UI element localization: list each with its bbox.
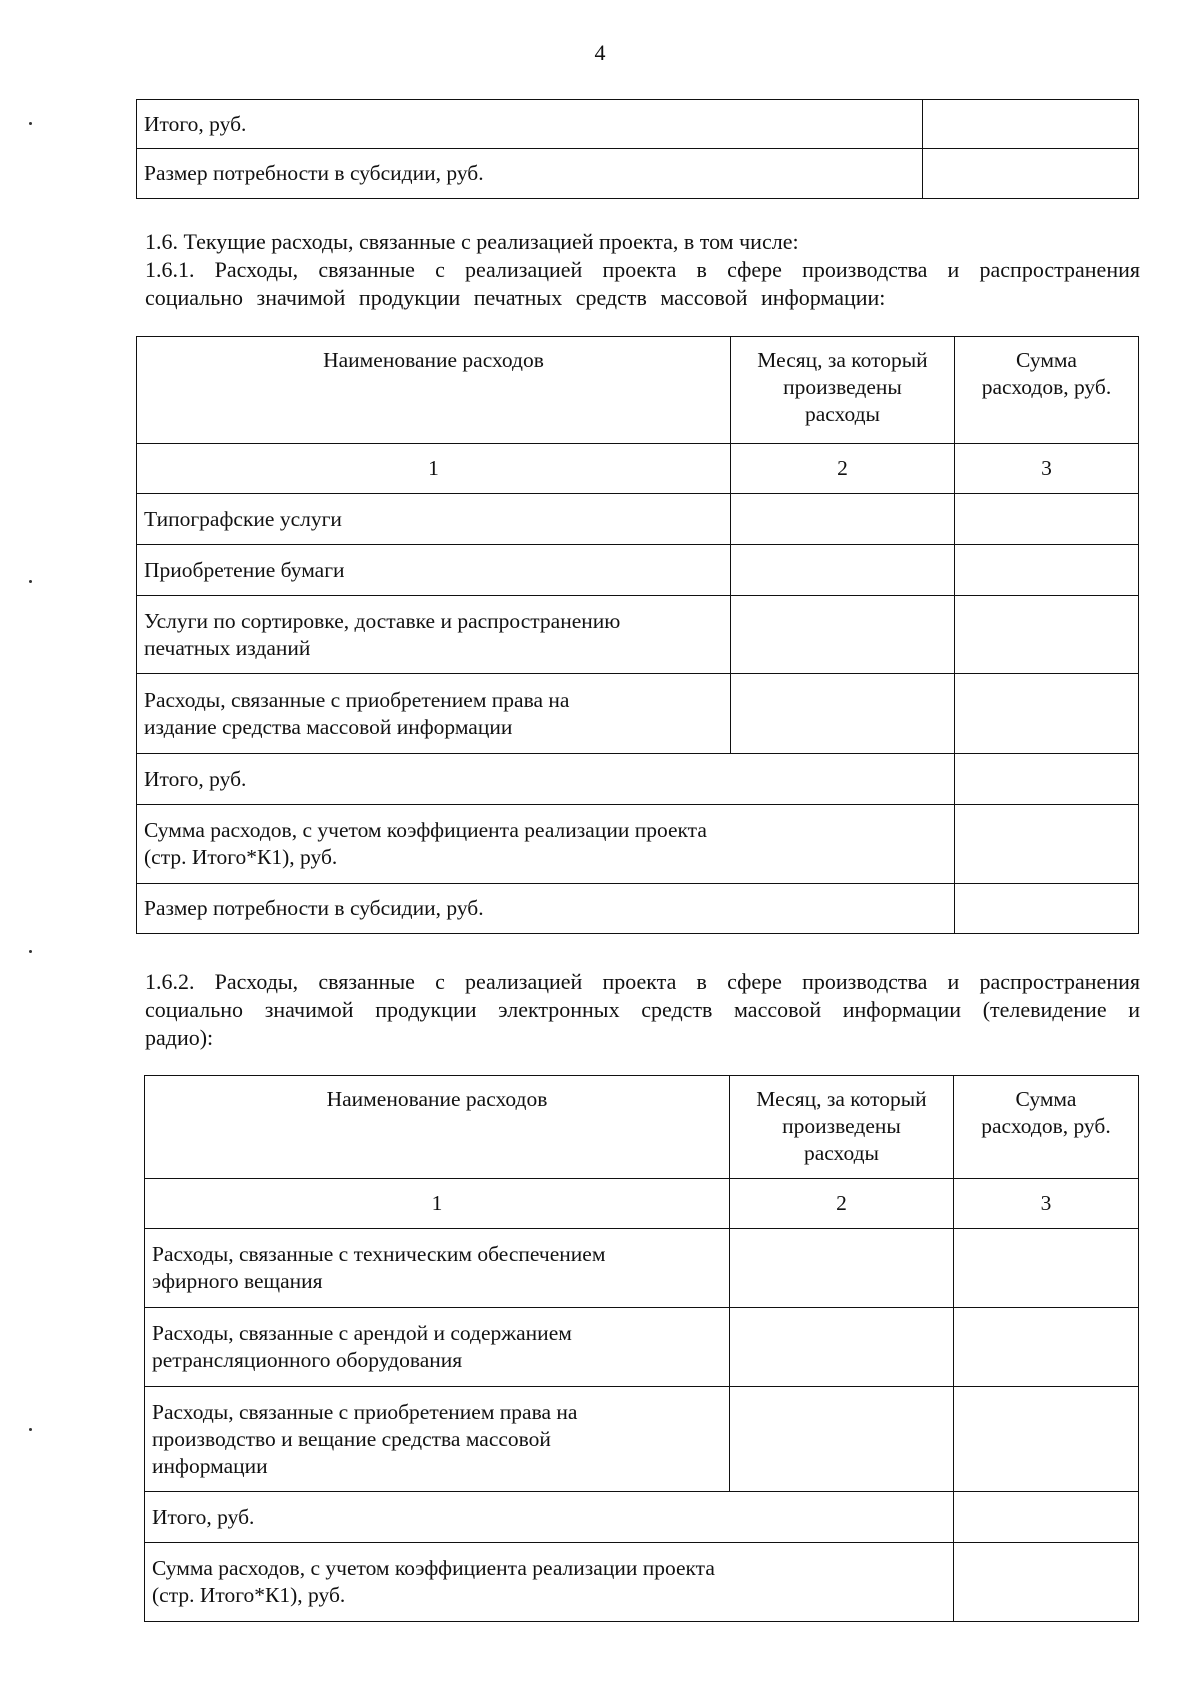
header-label: Месяц, за который	[756, 1087, 927, 1111]
column-number: 2	[731, 444, 955, 494]
expense-item-line: Услуги по сортировке, доставке и распространению	[144, 608, 621, 633]
header-sum	[954, 1076, 1139, 1179]
section-1-6-1-continuation: социально значимой продукции печатных средств массовой информации:	[145, 285, 886, 310]
month-cell	[731, 674, 955, 754]
adjusted-sum-line: Сумма расходов, с учетом коэффициента реализации проекта	[144, 818, 707, 842]
expense-item-line: Расходы, связанные с арендой и содержанием	[152, 1321, 572, 1345]
header-month	[730, 1076, 954, 1179]
header-label: Сумма	[1015, 1087, 1077, 1111]
table-row	[145, 1229, 1139, 1308]
sum-cell	[955, 494, 1139, 545]
expense-item	[145, 1229, 730, 1308]
table-row	[137, 674, 1139, 754]
header-label: произведены	[782, 1114, 901, 1138]
sum-cell	[954, 1492, 1139, 1543]
sum-cell	[954, 1229, 1139, 1308]
header-label: произведены	[783, 375, 902, 399]
adjusted-sum-row	[145, 1543, 1139, 1622]
expense-item	[137, 674, 731, 754]
expense-item-line: информации	[152, 1453, 268, 1478]
column-number-row	[137, 444, 1139, 494]
header-label: Месяц, за который	[757, 348, 928, 372]
month-cell	[731, 545, 955, 596]
expense-item-line: печатных изданий	[144, 635, 311, 660]
table-header-row	[145, 1076, 1139, 1179]
section-1-6-text	[145, 228, 1140, 312]
row-label: Размер потребности в субсидии, руб.	[137, 149, 923, 199]
subsidy-row	[137, 884, 1139, 934]
column-number: 2	[730, 1179, 954, 1229]
expense-item: Типографские услуги	[137, 494, 731, 545]
table-row	[137, 545, 1139, 596]
sum-cell	[954, 1308, 1139, 1387]
sum-cell	[955, 674, 1139, 754]
summary-table-top	[136, 99, 1139, 199]
month-cell	[730, 1308, 954, 1387]
sum-cell	[955, 545, 1139, 596]
table-header-row	[137, 337, 1139, 444]
header-label: Наименование расходов	[326, 1087, 548, 1111]
row-label: Итого, руб.	[137, 100, 923, 149]
sum-cell	[955, 754, 1139, 805]
section-1-6-2-continuation: социально значимой продукции электронных средств массовой информации (телевидение и	[145, 997, 1140, 1022]
adjusted-sum-line: (стр. Итого*К1), руб.	[144, 845, 338, 869]
expense-item-line: издание средства массовой информации	[144, 714, 513, 739]
page-number: 4	[594, 40, 606, 65]
header-expense-name	[145, 1076, 730, 1179]
header-label: расходы	[804, 1141, 879, 1165]
adjusted-sum-label	[137, 805, 955, 884]
sum-cell	[954, 1543, 1139, 1622]
expense-item-line: Расходы, связанные с приобретением права на	[144, 687, 570, 712]
expense-item	[145, 1308, 730, 1387]
table-row	[137, 100, 1139, 149]
header-label: расходов, руб.	[981, 375, 1112, 399]
electronic-media-expenses-table	[144, 1075, 1139, 1622]
table-row	[137, 596, 1139, 674]
value-cell	[923, 149, 1139, 199]
expense-item-line: производство и вещание средства массовой	[152, 1426, 551, 1451]
adjusted-sum-line: (стр. Итого*К1), руб.	[152, 1583, 346, 1607]
subsidy-label: Размер потребности в субсидии, руб.	[137, 884, 955, 934]
table-row	[137, 494, 1139, 545]
section-1-6-heading: 1.6. Текущие расходы, связанные с реализацией проекта, в том числе:	[145, 229, 799, 254]
margin-mark	[29, 950, 32, 953]
sum-cell	[955, 805, 1139, 884]
section-1-6-1-heading: 1.6.1. Расходы, связанные с реализацией проекта в сфере производства и распространения	[145, 257, 1140, 282]
column-number: 3	[954, 1179, 1139, 1229]
section-1-6-2-heading: 1.6.2. Расходы, связанные с реализацией проекта в сфере производства и распространения	[145, 969, 1140, 994]
sum-cell	[955, 596, 1139, 674]
table-row	[137, 149, 1139, 199]
month-cell	[730, 1229, 954, 1308]
section-1-6-2-continuation: радио):	[145, 1025, 214, 1050]
table-row	[145, 1387, 1139, 1492]
month-cell	[730, 1387, 954, 1492]
sum-cell	[955, 884, 1139, 934]
header-label: Сумма	[1016, 348, 1077, 372]
column-number: 1	[137, 444, 731, 494]
expense-item-line: Расходы, связанные с приобретением права на	[152, 1399, 578, 1424]
header-sum	[955, 337, 1139, 444]
header-label: Наименование расходов	[323, 348, 544, 372]
total-row	[145, 1492, 1139, 1543]
sum-cell	[954, 1387, 1139, 1492]
margin-mark	[29, 122, 32, 125]
header-expense-name	[137, 337, 731, 444]
month-cell	[731, 596, 955, 674]
section-1-6-2-text	[145, 968, 1140, 1052]
header-label: расходов, руб.	[981, 1114, 1111, 1138]
margin-mark	[29, 1428, 32, 1431]
month-cell	[731, 494, 955, 545]
total-row	[137, 754, 1139, 805]
table-row	[145, 1308, 1139, 1387]
margin-mark	[29, 580, 32, 583]
value-cell	[923, 100, 1139, 149]
total-label: Итого, руб.	[145, 1492, 954, 1543]
adjusted-sum-label	[145, 1543, 954, 1622]
column-number: 1	[145, 1179, 730, 1229]
expense-item-line: ретрансляционного оборудования	[152, 1348, 463, 1372]
adjusted-sum-row	[137, 805, 1139, 884]
adjusted-sum-line: Сумма расходов, с учетом коэффициента реализации проекта	[152, 1556, 715, 1580]
expense-item-line: Расходы, связанные с техническим обеспечением	[152, 1242, 606, 1266]
expense-item: Приобретение бумаги	[137, 545, 731, 596]
total-label: Итого, руб.	[137, 754, 955, 805]
printed-media-expenses-table	[136, 336, 1139, 934]
header-month	[731, 337, 955, 444]
header-label: расходы	[805, 402, 880, 426]
expense-item-line: эфирного вещания	[152, 1269, 323, 1293]
expense-item	[145, 1387, 730, 1492]
expense-item	[137, 596, 731, 674]
column-number-row	[145, 1179, 1139, 1229]
column-number: 3	[955, 444, 1139, 494]
